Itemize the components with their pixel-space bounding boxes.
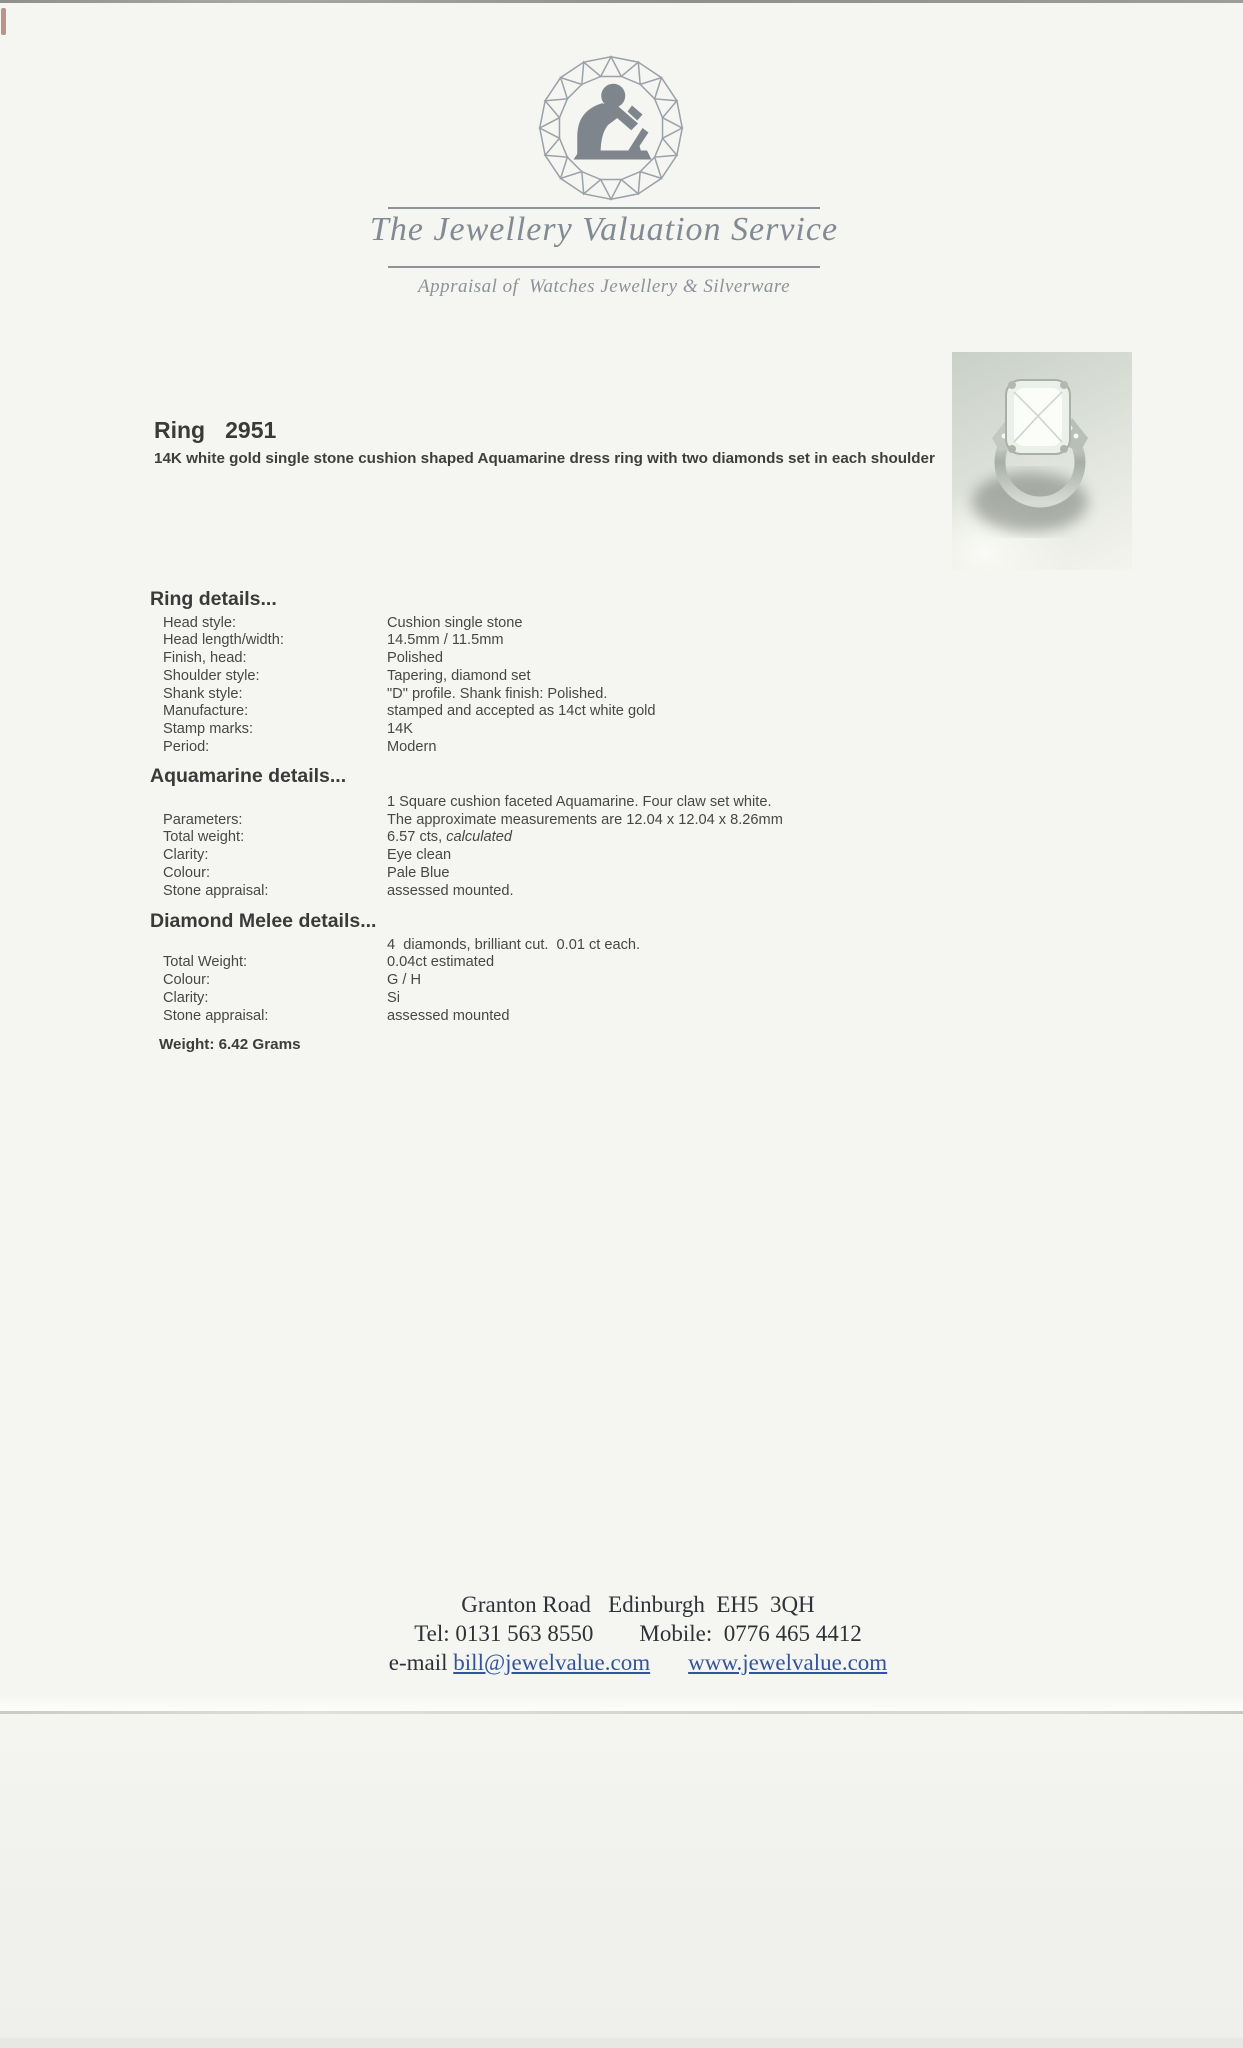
footer-contact-block xyxy=(330,1590,946,1677)
section-title: Aquamarine details... xyxy=(150,764,347,787)
ring-photo xyxy=(952,352,1132,570)
detail-row xyxy=(150,937,950,955)
row-label: Period: xyxy=(163,739,210,756)
detail-row xyxy=(150,721,950,739)
row-value: Si xyxy=(387,990,400,1007)
email-label: e-mail xyxy=(388,1650,454,1675)
detail-row xyxy=(150,686,950,704)
website-link[interactable]: www.jewelvalue.com xyxy=(688,1650,888,1675)
row-label xyxy=(163,937,387,955)
row-label: Stone appraisal: xyxy=(163,882,269,899)
row-value: 14K xyxy=(387,721,413,738)
detail-row xyxy=(150,829,950,847)
footer-address: Granton Road Edinburgh EH5 3QH xyxy=(461,1592,815,1617)
detail-row xyxy=(150,1008,950,1026)
detail-row xyxy=(150,954,950,972)
row-value: 4 diamonds, brilliant cut. 0.01 ct each. xyxy=(387,936,641,953)
row-value: Pale Blue xyxy=(387,865,450,882)
scan-artifact-mark xyxy=(1,8,6,35)
scanner-bed-background xyxy=(0,1714,1243,2048)
row-label: Colour: xyxy=(163,972,211,989)
ring-illustration xyxy=(952,352,1132,570)
detail-row xyxy=(150,972,950,990)
row-label: Clarity: xyxy=(163,847,209,864)
row-label: Finish, head: xyxy=(163,650,247,667)
row-label: Head style: xyxy=(163,614,237,631)
row-label: Shank style: xyxy=(163,685,243,702)
jeweller-silhouette xyxy=(574,84,652,160)
row-label: Total weight: xyxy=(163,829,245,846)
row-label: Clarity: xyxy=(163,990,209,1007)
row-value: assessed mounted xyxy=(387,1007,510,1024)
detail-row xyxy=(150,739,950,757)
item-type: Ring xyxy=(154,417,206,443)
header-rule-top xyxy=(388,207,820,209)
row-value: Modern xyxy=(387,739,437,756)
row-value: 6.57 cts, calculated xyxy=(387,829,512,846)
row-label: Head length/width: xyxy=(163,632,284,649)
logo-gem-jeweller-icon xyxy=(536,52,686,204)
section-aquamarine-details xyxy=(150,764,950,901)
row-value: "D" profile. Shank finish: Polished. xyxy=(387,685,608,702)
row-value: 1 Square cushion faceted Aquamarine. Four claw set white. xyxy=(387,793,772,810)
row-value: Tapering, diamond set xyxy=(387,667,531,684)
row-label: Stone appraisal: xyxy=(163,1007,269,1024)
scan-bottom-strip xyxy=(0,2038,1243,2048)
detail-row xyxy=(150,650,950,668)
row-label: Shoulder style: xyxy=(163,667,260,684)
row-value: assessed mounted. xyxy=(387,882,514,899)
section-title: Diamond Melee details... xyxy=(150,909,377,932)
detail-row xyxy=(150,865,950,883)
row-value: G / H xyxy=(387,972,422,989)
row-label: Manufacture: xyxy=(163,703,249,720)
detail-row xyxy=(150,615,950,633)
row-value: The approximate measurements are 12.04 x 12.04 x 8.26mm xyxy=(387,811,783,828)
row-label: Stamp marks: xyxy=(163,721,254,738)
section-diamond-melee-details xyxy=(150,909,950,1026)
row-label xyxy=(163,794,387,812)
item-description: 14K white gold single stone cushion shaped Aquamarine dress ring with two diamonds set in each shoulder xyxy=(154,450,935,467)
brand-title: The Jewellery Valuation Service xyxy=(369,211,839,248)
certificate-body xyxy=(150,415,950,1054)
detail-row xyxy=(150,703,950,721)
row-value: stamped and accepted as 14ct white gold xyxy=(387,703,656,720)
row-value: Eye clean xyxy=(387,847,452,864)
detail-row xyxy=(150,632,950,650)
row-value-italic: calculated xyxy=(446,829,512,846)
detail-row xyxy=(150,794,950,812)
detail-row xyxy=(150,668,950,686)
total-weight-line: Weight: 6.42 Grams xyxy=(159,1035,301,1053)
detail-row xyxy=(150,847,950,865)
item-number: 2951 xyxy=(225,417,277,443)
row-label: Colour: xyxy=(163,865,211,882)
detail-row xyxy=(150,812,950,830)
row-value: 14.5mm / 11.5mm xyxy=(387,632,504,649)
section-ring-details xyxy=(150,587,950,757)
detail-row xyxy=(150,883,950,901)
row-value: Cushion single stone xyxy=(387,614,523,631)
footer-phones: Tel: 0131 563 8550 Mobile: 0776 465 4412 xyxy=(414,1621,862,1646)
section-title: Ring details... xyxy=(150,587,277,610)
row-label: Total Weight: xyxy=(163,954,248,971)
header-rule-bottom xyxy=(388,266,820,268)
email-link[interactable]: bill@jewelvalue.com xyxy=(453,1650,651,1675)
detail-row xyxy=(150,990,950,1008)
row-value: Polished xyxy=(387,650,443,667)
brand-subtitle: Appraisal of Watches Jewellery & Silverware xyxy=(417,276,791,297)
row-value: 0.04ct estimated xyxy=(387,954,495,971)
footer-email-line xyxy=(330,1648,946,1677)
item-title xyxy=(150,415,950,445)
paper-edge-highlight xyxy=(0,1694,1243,1712)
row-label: Parameters: xyxy=(163,811,243,828)
scan-top-edge-line xyxy=(0,0,1243,3)
